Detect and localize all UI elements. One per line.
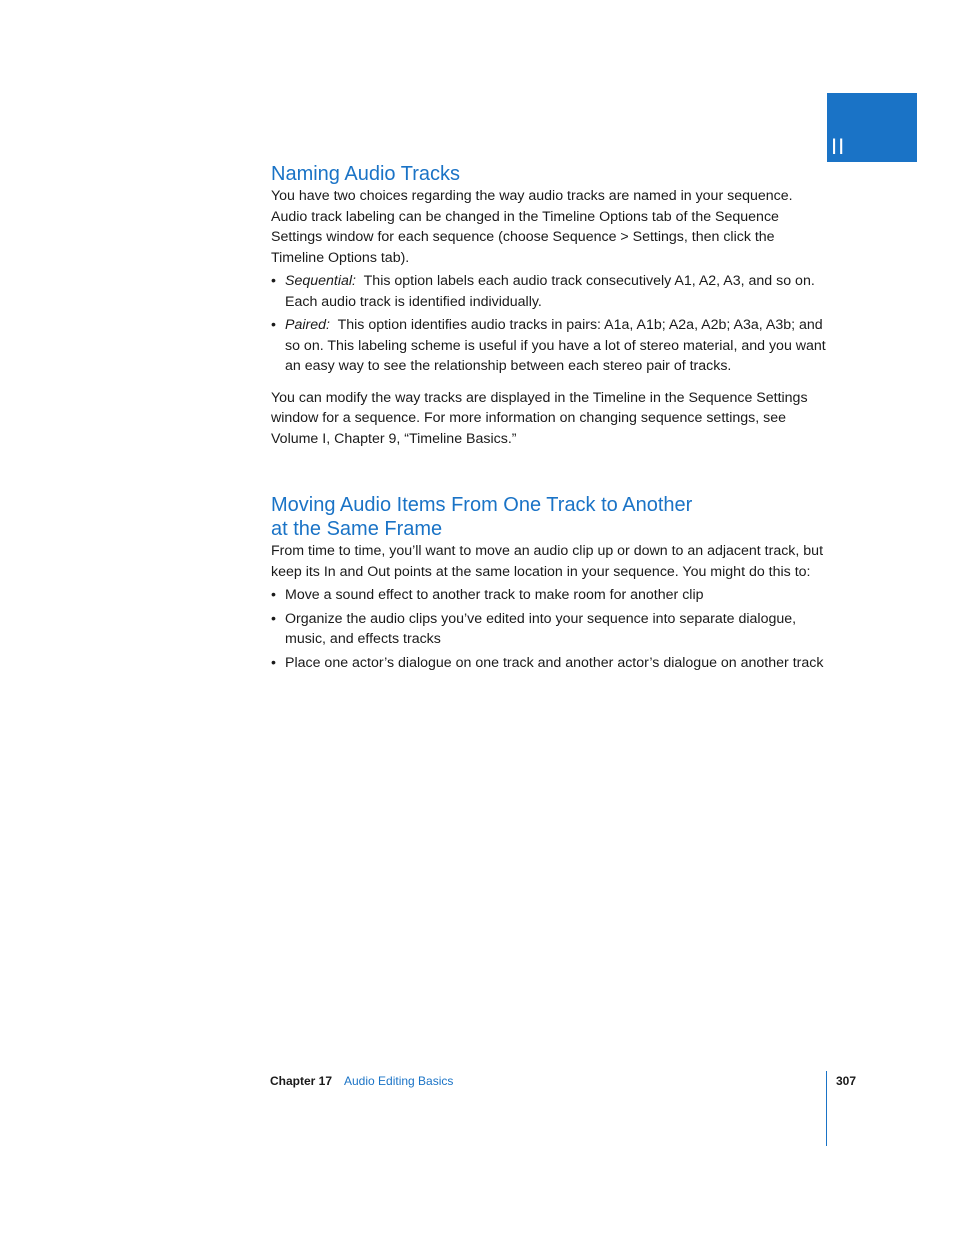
section-heading-naming-audio-tracks: Naming Audio Tracks bbox=[271, 163, 460, 185]
list-item bbox=[271, 585, 831, 606]
bullet-text: This option identifies audio tracks in pairs: A1a, A1b; A2a, A2b; A3a, A3b; and so on. This labeling scheme is useful if you have a lot of stereo material, and you want an easy way to see the relationship between each stereo pair of tracks. bbox=[285, 317, 826, 374]
footer-divider bbox=[826, 1071, 827, 1146]
bullet-text: Move a sound effect to another track to make room for another clip bbox=[285, 587, 704, 603]
section-heading-moving-audio-items bbox=[271, 493, 831, 541]
bullet-text: This option labels each audio track consecutively A1, A2, A3, and so on. Each audio track is identified individually. bbox=[285, 273, 815, 310]
section2-bullet-list bbox=[271, 585, 831, 673]
heading-line-2: at the Same Frame bbox=[271, 518, 443, 540]
bullet-text: Organize the audio clips you’ve edited into your sequence into separate dialogue, music, and effects tracks bbox=[285, 610, 797, 647]
bullet-glyph: • bbox=[271, 273, 276, 289]
list-item bbox=[271, 609, 831, 650]
list-item bbox=[271, 271, 831, 312]
bullet-glyph: • bbox=[271, 587, 276, 603]
section1-bullet-list bbox=[271, 271, 831, 377]
bullet-glyph: • bbox=[271, 654, 276, 671]
section1-intro-paragraph: You have two choices regarding the way audio tracks are named in your sequence. Audio track labeling can be changed in the Timeline Options tab of the Sequence Settings window for each sequence (choose Sequence > Settings, then click the Timeline Options tab). bbox=[271, 188, 793, 266]
page-content bbox=[271, 160, 831, 673]
list-item bbox=[271, 315, 831, 377]
bullet-glyph: • bbox=[271, 317, 276, 333]
footer-chapter-label: Chapter 17 bbox=[270, 1074, 333, 1088]
bullet-glyph: • bbox=[271, 610, 276, 627]
footer-chapter-title: Audio Editing Basics bbox=[344, 1074, 454, 1088]
bullet-term: Sequential: bbox=[285, 273, 356, 289]
list-item bbox=[271, 653, 831, 674]
heading-line-1: Moving Audio Items From One Track to Another bbox=[271, 494, 693, 516]
part-tab bbox=[827, 93, 917, 162]
section2-intro-paragraph: From time to time, you’ll want to move an audio clip up or down to an adjacent track, but keep its In and Out points at the same location in your sequence. You might do this to: bbox=[271, 543, 824, 580]
part-number: II bbox=[831, 134, 846, 159]
bullet-term: Paired: bbox=[285, 317, 330, 333]
footer-page-number: 307 bbox=[836, 1074, 857, 1088]
section1-closing-paragraph: You can modify the way tracks are displayed in the Timeline in the Sequence Settings window for a sequence. For more information on changing sequence settings, see Volume I, Chapter 9, “Timeline Basics.” bbox=[271, 389, 808, 447]
bullet-text: Place one actor’s dialogue on one track and another actor’s dialogue on another track bbox=[285, 654, 824, 671]
